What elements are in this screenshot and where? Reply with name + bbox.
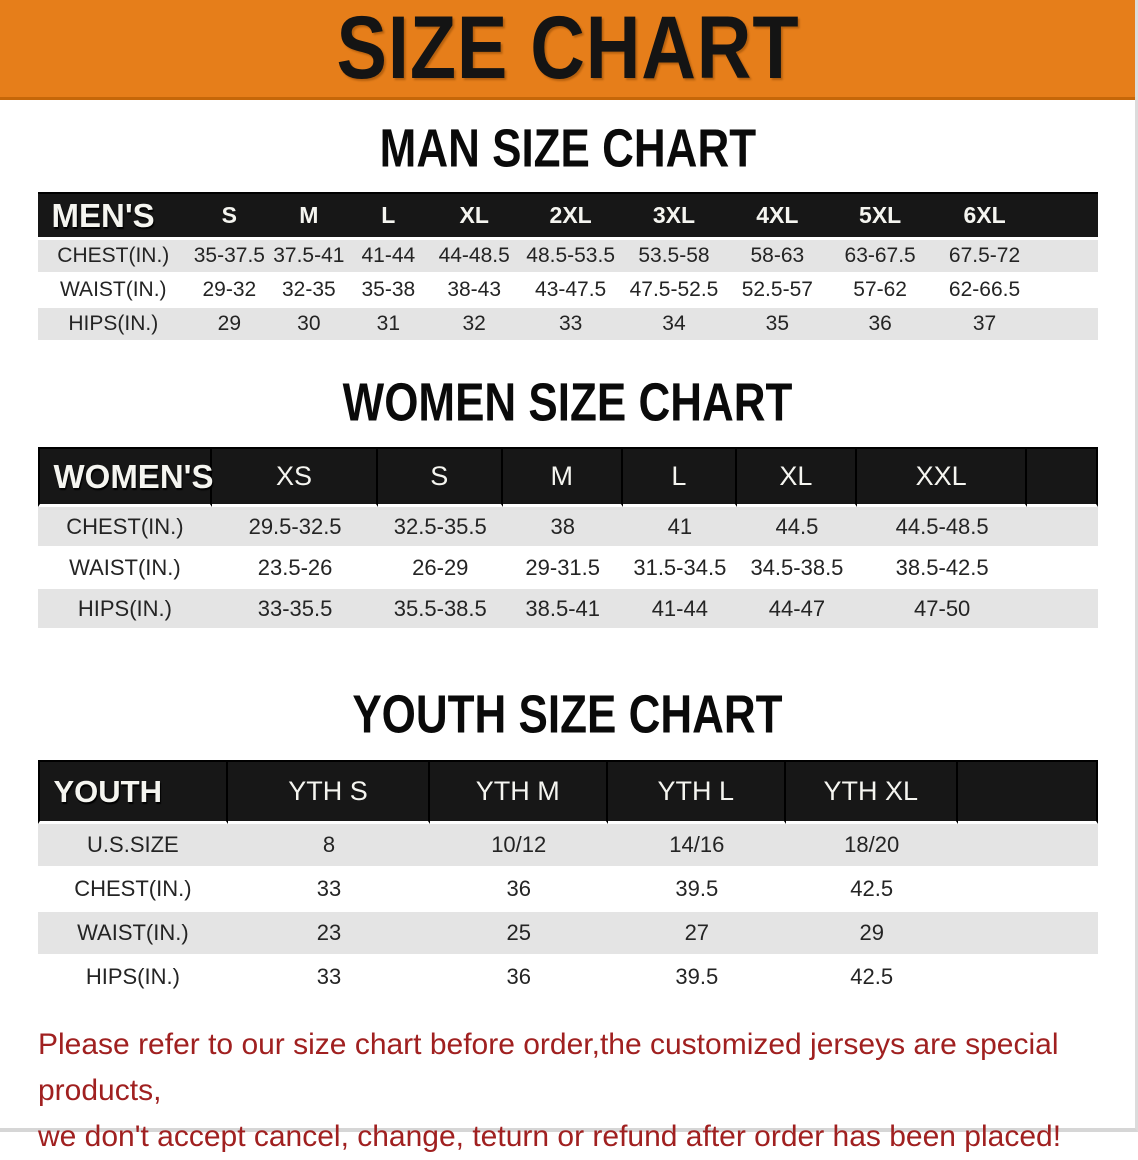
men-size-table-container [38, 192, 1098, 342]
women-section-heading: WOMEN SIZE CHART [342, 371, 793, 432]
men-size-value: 32 [429, 308, 520, 342]
women-row-label: HIPS(IN.) [38, 589, 213, 630]
men-size-value: 31 [348, 308, 429, 342]
youth-size-table [38, 760, 1098, 1000]
women-size-column-header: XS [212, 447, 377, 507]
women-size-value: 38 [503, 507, 623, 548]
women-size-column-header: XL [737, 447, 857, 507]
men-size-column-header: 6XL [932, 192, 1037, 240]
youth-section-heading: YOUTH SIZE CHART [352, 683, 783, 744]
women-size-value: 35.5-38.5 [378, 589, 503, 630]
youth-table-header-row [38, 760, 1098, 824]
women-size-value: 33-35.5 [212, 589, 377, 630]
men-size-value: 58-63 [726, 240, 828, 274]
women-table-title-cell: WOMEN'S [38, 447, 213, 507]
men-size-value: 47.5-52.5 [622, 274, 727, 308]
spacer-cell [1027, 589, 1097, 630]
men-measurement-row [38, 308, 1098, 342]
women-row-label: WAIST(IN.) [38, 548, 213, 589]
youth-size-value: 18/20 [786, 824, 958, 868]
men-size-value: 36 [828, 308, 932, 342]
spacer-cell [958, 760, 1098, 824]
women-size-column-header: L [623, 447, 737, 507]
women-size-value: 44.5 [737, 507, 857, 548]
men-size-value: 52.5-57 [726, 274, 828, 308]
youth-measurement-row [38, 868, 1098, 912]
men-size-column-header: 3XL [622, 192, 727, 240]
men-size-value: 29 [189, 308, 270, 342]
youth-size-column-header: YTH XL [786, 760, 958, 824]
youth-size-value: 29 [786, 912, 958, 956]
youth-size-value: 39.5 [608, 956, 786, 1000]
youth-row-label: U.S.SIZE [38, 824, 229, 868]
men-size-value: 35-38 [348, 274, 429, 308]
men-size-column-header: 5XL [828, 192, 932, 240]
women-size-value: 34.5-38.5 [737, 548, 857, 589]
youth-row-label: WAIST(IN.) [38, 912, 229, 956]
men-measurement-row [38, 240, 1098, 274]
youth-size-value: 39.5 [608, 868, 786, 912]
women-size-value: 41-44 [623, 589, 737, 630]
youth-section-heading-block [0, 683, 1135, 744]
youth-size-column-header: YTH M [430, 760, 608, 824]
spacer-cell [1037, 308, 1097, 342]
men-size-value: 35-37.5 [189, 240, 270, 274]
women-size-value: 38.5-41 [503, 589, 623, 630]
order-policy-line-1: Please refer to our size chart before order,the customized jerseys are special products, [38, 1028, 1059, 1107]
women-size-value: 29-31.5 [503, 548, 623, 589]
men-size-value: 29-32 [189, 274, 270, 308]
youth-size-value: 27 [608, 912, 786, 956]
men-size-value: 57-62 [828, 274, 932, 308]
youth-size-value: 36 [430, 956, 608, 1000]
men-size-value: 43-47.5 [520, 274, 622, 308]
men-size-column-header: 2XL [520, 192, 622, 240]
youth-size-value: 10/12 [430, 824, 608, 868]
women-size-column-header: M [503, 447, 623, 507]
women-size-value: 44.5-48.5 [857, 507, 1028, 548]
women-table-header-row [38, 447, 1098, 507]
youth-row-label: CHEST(IN.) [38, 868, 229, 912]
men-size-value: 48.5-53.5 [520, 240, 622, 274]
spacer-cell [1037, 274, 1097, 308]
youth-size-value: 42.5 [786, 956, 958, 1000]
women-measurement-row [38, 548, 1098, 589]
youth-size-value: 8 [228, 824, 429, 868]
men-size-value: 67.5-72 [932, 240, 1037, 274]
youth-size-value: 36 [430, 868, 608, 912]
spacer-cell [958, 956, 1098, 1000]
size-chart-title: SIZE CHART [336, 0, 799, 98]
youth-size-column-header: YTH S [228, 760, 429, 824]
men-size-value: 44-48.5 [429, 240, 520, 274]
youth-size-value: 42.5 [786, 868, 958, 912]
order-policy-line-2: we don't accept cancel, change, teturn or refund after order has been placed! [38, 1120, 1062, 1153]
men-size-value: 30 [270, 308, 348, 342]
men-measurement-row [38, 274, 1098, 308]
women-row-label: CHEST(IN.) [38, 507, 213, 548]
women-size-column-header: XXL [857, 447, 1028, 507]
spacer-cell [1037, 240, 1097, 274]
women-size-value: 31.5-34.5 [623, 548, 737, 589]
women-measurement-row [38, 589, 1098, 630]
men-section-heading-block [0, 117, 1135, 178]
men-table-header-row [38, 192, 1098, 240]
men-row-label: CHEST(IN.) [38, 240, 190, 274]
women-size-value: 44-47 [737, 589, 857, 630]
men-size-table [38, 192, 1098, 342]
women-size-column-header: S [378, 447, 503, 507]
youth-size-value: 25 [430, 912, 608, 956]
women-size-value: 47-50 [857, 589, 1028, 630]
men-size-column-header: 4XL [726, 192, 828, 240]
women-size-value: 29.5-32.5 [212, 507, 377, 548]
spacer-cell [1027, 507, 1097, 548]
spacer-cell [1037, 192, 1097, 240]
women-measurement-row [38, 507, 1098, 548]
women-size-table [38, 447, 1098, 630]
women-size-value: 23.5-26 [212, 548, 377, 589]
men-size-column-header: L [348, 192, 429, 240]
youth-size-table-container [38, 760, 1098, 1000]
men-row-label: WAIST(IN.) [38, 274, 190, 308]
youth-size-value: 23 [228, 912, 429, 956]
youth-table-title-cell: YOUTH [38, 760, 229, 824]
women-section-heading-block [0, 371, 1135, 432]
spacer-cell [958, 868, 1098, 912]
men-size-value: 34 [622, 308, 727, 342]
men-size-column-header: M [270, 192, 348, 240]
youth-row-label: HIPS(IN.) [38, 956, 229, 1000]
men-size-value: 32-35 [270, 274, 348, 308]
men-size-value: 63-67.5 [828, 240, 932, 274]
men-size-value: 33 [520, 308, 622, 342]
men-size-value: 38-43 [429, 274, 520, 308]
men-size-value: 62-66.5 [932, 274, 1037, 308]
men-size-value: 53.5-58 [622, 240, 727, 274]
women-size-value: 26-29 [378, 548, 503, 589]
spacer-cell [1027, 447, 1097, 507]
youth-measurement-row [38, 956, 1098, 1000]
youth-size-column-header: YTH L [608, 760, 786, 824]
women-size-value: 32.5-35.5 [378, 507, 503, 548]
youth-measurement-row [38, 912, 1098, 956]
men-table-title-cell: MEN'S [38, 192, 190, 240]
women-size-table-container [38, 447, 1098, 630]
men-size-value: 37 [932, 308, 1037, 342]
men-size-column-header: S [189, 192, 270, 240]
size-chart-banner [0, 0, 1135, 100]
spacer-cell [958, 824, 1098, 868]
women-size-value: 38.5-42.5 [857, 548, 1028, 589]
men-size-value: 41-44 [348, 240, 429, 274]
men-size-column-header: XL [429, 192, 520, 240]
men-size-value: 35 [726, 308, 828, 342]
youth-size-value: 33 [228, 868, 429, 912]
women-size-value: 41 [623, 507, 737, 548]
order-policy-note [38, 1022, 1097, 1160]
youth-size-value: 14/16 [608, 824, 786, 868]
men-section-heading: MAN SIZE CHART [379, 117, 756, 178]
youth-measurement-row [38, 824, 1098, 868]
spacer-cell [958, 912, 1098, 956]
spacer-cell [1027, 548, 1097, 589]
men-size-value: 37.5-41 [270, 240, 348, 274]
youth-size-value: 33 [228, 956, 429, 1000]
men-row-label: HIPS(IN.) [38, 308, 190, 342]
